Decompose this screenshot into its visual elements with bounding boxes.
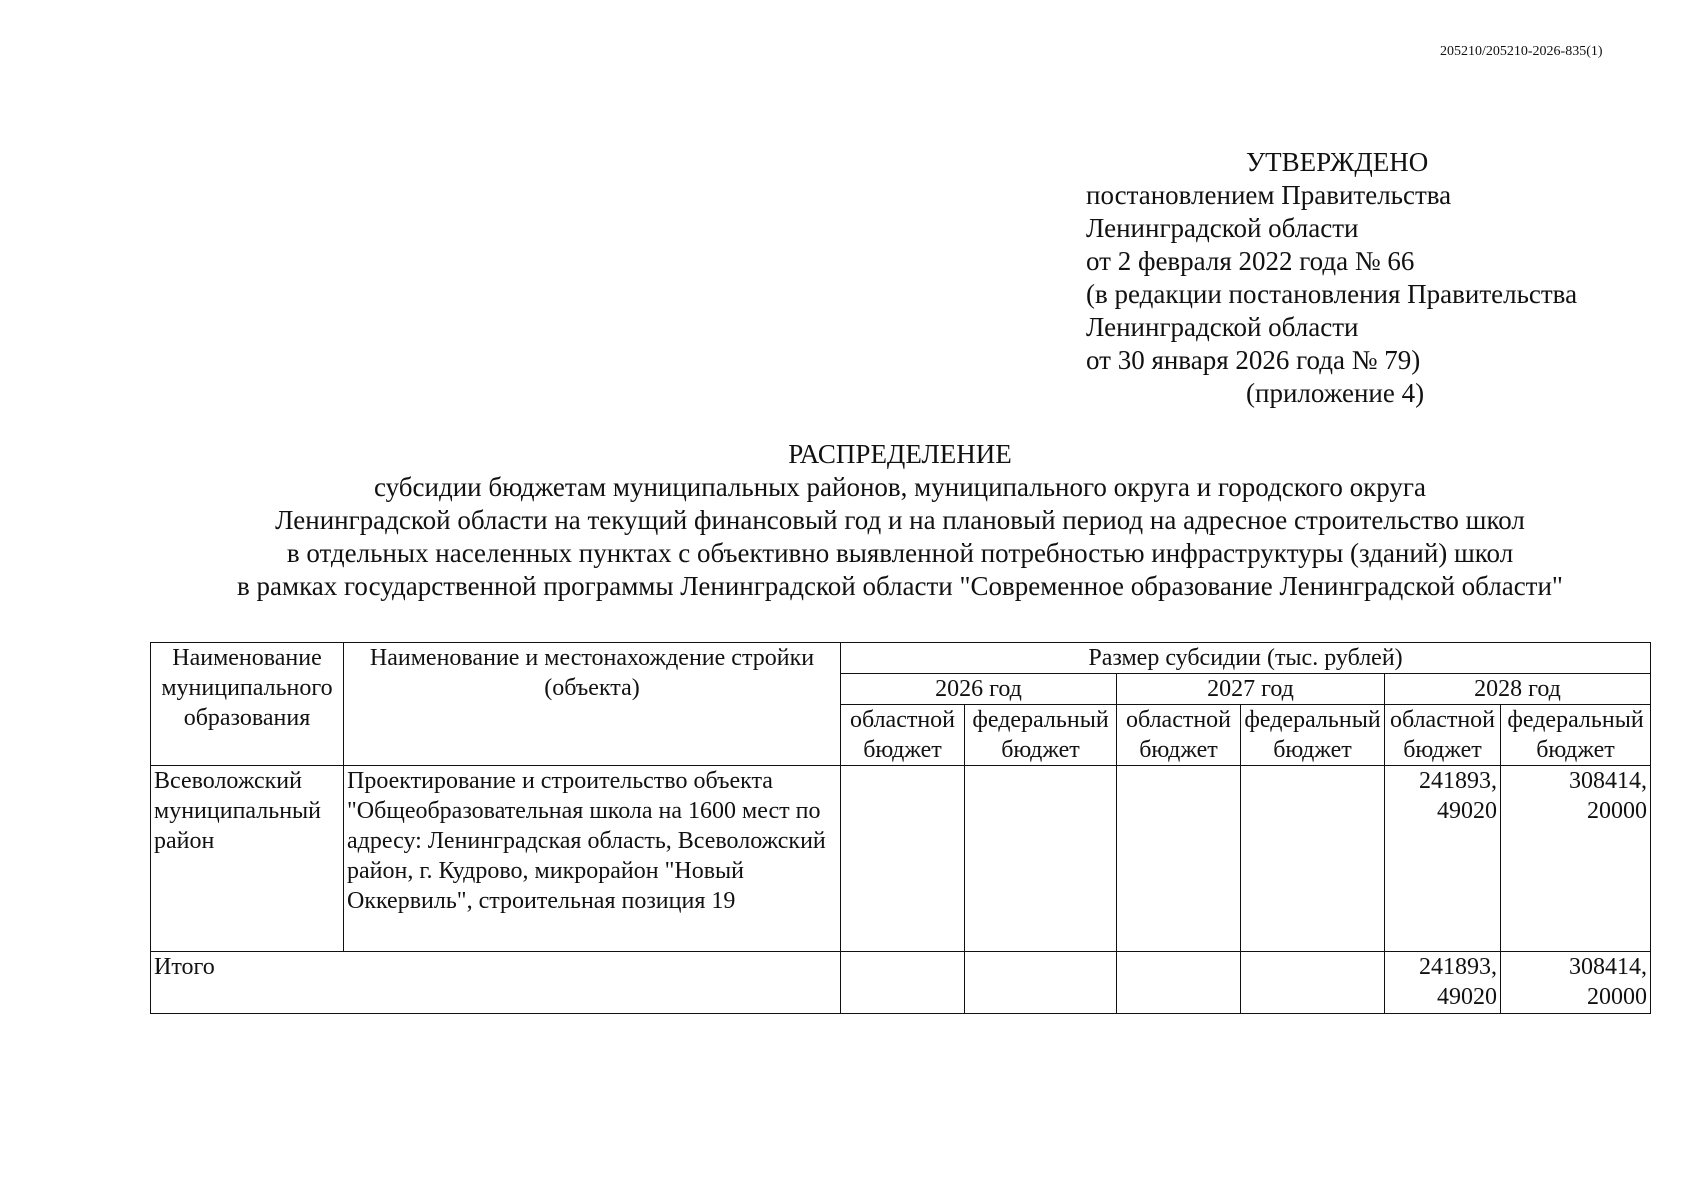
cell-2027-federal <box>1241 766 1385 952</box>
cell-total-2026-regional <box>841 952 965 1014</box>
cell-2026-federal <box>965 766 1117 952</box>
title-line: субсидии бюджетам муниципальных районов, муниципального округа и городского округа <box>374 472 1426 502</box>
approval-line: постановлением Правительства <box>1086 180 1452 210</box>
approval-appendix: (приложение 4) <box>1246 378 1425 408</box>
cell-total-label: Итого <box>151 952 841 1014</box>
cell-municipality: Всеволожский муниципальный район <box>151 766 344 952</box>
cell-total-2028-federal: 308414, 20000 <box>1501 952 1651 1014</box>
header-federal-budget: федеральный бюджет <box>1501 705 1651 766</box>
approval-line: от 30 января 2026 года № 79) <box>1086 345 1421 375</box>
table-row <box>151 766 1651 952</box>
header-year-2028: 2028 год <box>1385 674 1651 705</box>
header-regional-budget: областной бюджет <box>1117 705 1241 766</box>
approval-stamp <box>1086 146 1577 410</box>
approval-line: (в редакции постановления Правительства <box>1086 279 1578 309</box>
distribution-table <box>150 642 1651 1014</box>
title-line: в отдельных населенных пунктах с объективно выявленной потребностью инфраструктуры (зданий) школ <box>286 538 1514 568</box>
title-line: Ленинградской области на текущий финансовый год и на плановый период на адресное строительство школ <box>275 505 1525 535</box>
header-object: Наименование и местонахождение стройки (объекта) <box>344 643 841 766</box>
cell-total-2026-federal <box>965 952 1117 1014</box>
cell-2028-federal: 308414, 20000 <box>1501 766 1651 952</box>
title-main: РАСПРЕДЕЛЕНИЕ <box>788 439 1012 469</box>
cell-2027-regional <box>1117 766 1241 952</box>
header-year-2027: 2027 год <box>1117 674 1385 705</box>
approval-heading: УТВЕРЖДЕНО <box>1246 147 1429 177</box>
cell-object: Проектирование и строительство объекта "Общеобразовательная школа на 1600 мест по адресу: Ленинградская область, Всеволожский район, г. Кудрово, микрорайон "Новый Оккервиль", строительная позиция 19 <box>344 766 841 952</box>
header-federal-budget: федеральный бюджет <box>965 705 1117 766</box>
cell-2028-regional: 241893, 49020 <box>1385 766 1501 952</box>
table-total-row <box>151 952 1651 1014</box>
approval-line: Ленинградской области <box>1086 213 1359 243</box>
header-regional-budget: областной бюджет <box>841 705 965 766</box>
cell-total-2027-federal <box>1241 952 1385 1014</box>
header-regional-budget: областной бюджет <box>1385 705 1501 766</box>
header-federal-budget: федеральный бюджет <box>1241 705 1385 766</box>
document-title <box>0 438 1697 603</box>
cell-total-2028-regional: 241893, 49020 <box>1385 952 1501 1014</box>
approval-line: от 2 февраля 2022 года № 66 <box>1086 246 1415 276</box>
title-line: в рамках государственной программы Ленинградской области "Современное образование Ленинградской области" <box>237 571 1563 601</box>
header-municipality: Наименование муниципального образования <box>151 643 344 766</box>
cell-2026-regional <box>841 766 965 952</box>
header-subsidy: Размер субсидии (тыс. рублей) <box>841 643 1651 674</box>
document-code: 205210/205210-2026-835(1) <box>1440 44 1603 59</box>
header-year-2026: 2026 год <box>841 674 1117 705</box>
cell-total-2027-regional <box>1117 952 1241 1014</box>
table-header-row <box>151 643 1651 674</box>
approval-line: Ленинградской области <box>1086 312 1359 342</box>
